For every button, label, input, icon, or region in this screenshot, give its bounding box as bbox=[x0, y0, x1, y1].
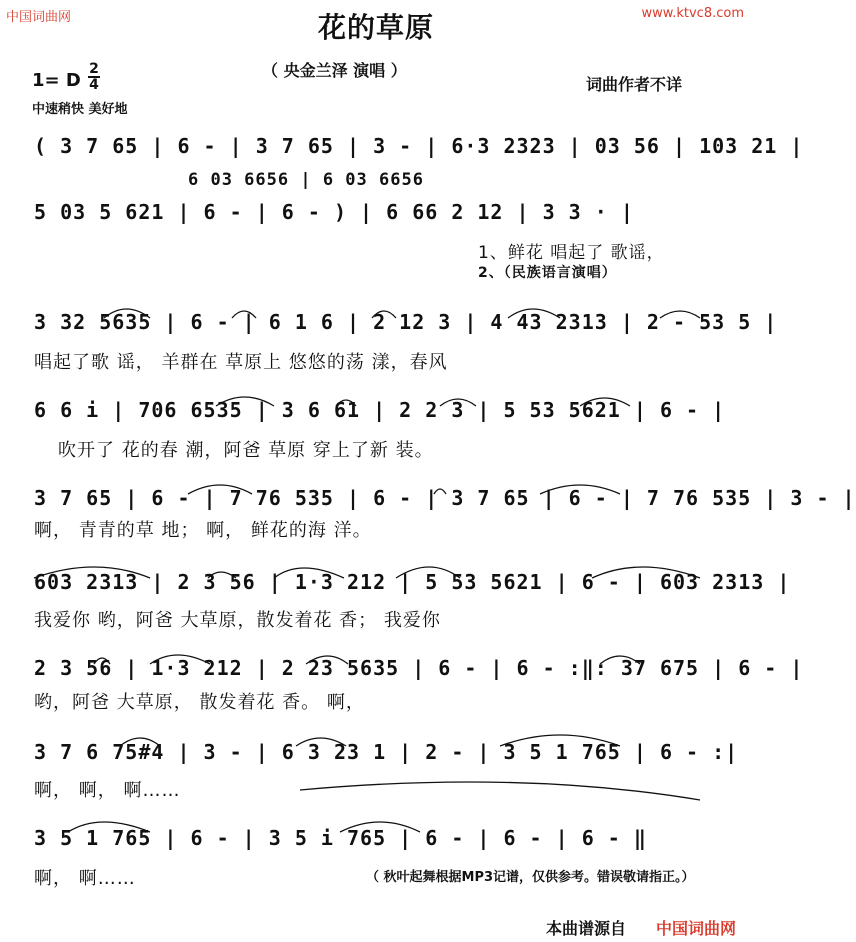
singer-credit: （ 央金兰泽 演唱 ） bbox=[262, 61, 407, 80]
watermark-left: 中国词曲网 bbox=[6, 10, 72, 25]
slur-arc bbox=[500, 735, 620, 746]
score-row-9-notes: 2 3 56 | 1·3 212 | 2 23 5635 | 6 - | 6 - :‖: 37 675 | 6 - | bbox=[34, 656, 804, 680]
slur-arc bbox=[600, 656, 640, 664]
slur-arc bbox=[274, 568, 344, 578]
score-row-11-notes: 3 5 1 765 | 6 - | 3 5 i 765 | 6 - | 6 - | 6 - ‖ bbox=[34, 826, 647, 850]
key-signature: 1= D bbox=[32, 70, 81, 91]
slur-arc bbox=[508, 309, 560, 318]
slur-arc bbox=[336, 400, 356, 406]
score-row-3-notes: 5 03 5 621 | 6 - | 6 - ) | 6 66 2 12 | 3 3 · | bbox=[34, 200, 634, 224]
score-row-10-lyrics: 啊， 啊， 啊…… bbox=[34, 780, 181, 801]
slur-arc bbox=[340, 822, 420, 832]
score-row-6-notes: 6 6 i | 706 6535 | 3 6 61 | 2 2 3 | 5 53 5621 | 6 - | bbox=[34, 398, 726, 422]
slur-arc bbox=[540, 485, 620, 494]
slur-arc bbox=[68, 822, 150, 832]
slur-arc bbox=[440, 399, 476, 406]
song-title: 花的草原 bbox=[317, 11, 434, 44]
slur-arc bbox=[434, 489, 446, 494]
transcription-note: （ 秋叶起舞根据MP3记谱，仅供参考。错误敬请指正。） bbox=[366, 870, 695, 885]
time-signature: 2 4 bbox=[89, 61, 99, 93]
slur-arc bbox=[232, 311, 256, 318]
slur-arc bbox=[94, 658, 110, 664]
authors-credit: 词曲作者不详 bbox=[586, 75, 683, 94]
slur-arc bbox=[188, 485, 252, 494]
source-site: 中国词曲网 bbox=[656, 919, 737, 938]
score-row-9-lyrics: 哟，阿爸 大草原， 散发着花 香。 啊， bbox=[34, 692, 365, 713]
slur-arc bbox=[396, 567, 460, 578]
source-label: 本曲谱源自 bbox=[546, 919, 627, 938]
slur-arc bbox=[216, 397, 274, 406]
slur-arc bbox=[592, 567, 700, 578]
score-row-11-lyrics: 啊， 啊…… bbox=[34, 868, 136, 889]
slur-arc bbox=[660, 311, 700, 318]
slur-arc bbox=[580, 398, 630, 406]
score-row-8-notes: 603 2313 | 2 3 56 | 1·3 212 | 5 53 5621 | 6 - | 603 2313 | bbox=[34, 570, 791, 594]
watermark-right: www.ktvc8.com bbox=[641, 6, 744, 21]
slur-arc bbox=[104, 309, 150, 318]
slur-arc bbox=[306, 656, 348, 664]
score-row-8-lyrics: 我爱你 哟，阿爸 大草原，散发着花 香； 我爱你 bbox=[34, 610, 441, 631]
score-row-2-notes: 6 03 6656 | 6 03 6656 bbox=[188, 170, 424, 190]
score-row-6-lyrics: 吹开了 花的春 潮，阿爸 草原 穿上了新 装。 bbox=[58, 440, 434, 461]
score-row-7-lyrics: 啊， 青青的草 地； 啊， 鲜花的海 洋。 bbox=[34, 520, 372, 541]
slur-arc bbox=[296, 738, 346, 746]
score-row-10-notes: 3 7 6 75#4 | 3 - | 6 3 23 1 | 2 - | 3 5 1 765 | 6 - :| bbox=[34, 740, 739, 764]
slur-arc bbox=[120, 738, 160, 746]
slur-arc bbox=[208, 572, 236, 578]
slur-arc bbox=[300, 782, 700, 800]
score-row-5-lyrics: 唱起了歌 谣， 羊群在 草原上 悠悠的荡 漾，春风 bbox=[34, 352, 448, 373]
slur-arc bbox=[150, 655, 210, 664]
score-row-4-lyrics: 2、（民族语言演唱） bbox=[478, 265, 617, 281]
score-row-3-lyrics: 1、鲜花 唱起了 歌谣， bbox=[478, 243, 665, 263]
tempo-marking: 中速稍快 美好地 bbox=[32, 102, 128, 117]
score-row-1-notes: ( 3 7 65 | 6 - | 3 7 65 | 3 - | 6·3 2323 | 03 56 | 103 21 | bbox=[34, 134, 804, 158]
slur-arc bbox=[34, 567, 150, 578]
score-row-7-notes: 3 7 65 | 6 - | 7 76 535 | 6 - | 3 7 65 | 6 - | 7 76 535 | 3 - | bbox=[34, 486, 856, 510]
score-row-5-notes: 3 32 5635 | 6 - | 6 1 6 | 2 12 3 | 4 43 2313 | 2 - 53 5 | bbox=[34, 310, 778, 334]
slur-arc bbox=[372, 311, 396, 318]
